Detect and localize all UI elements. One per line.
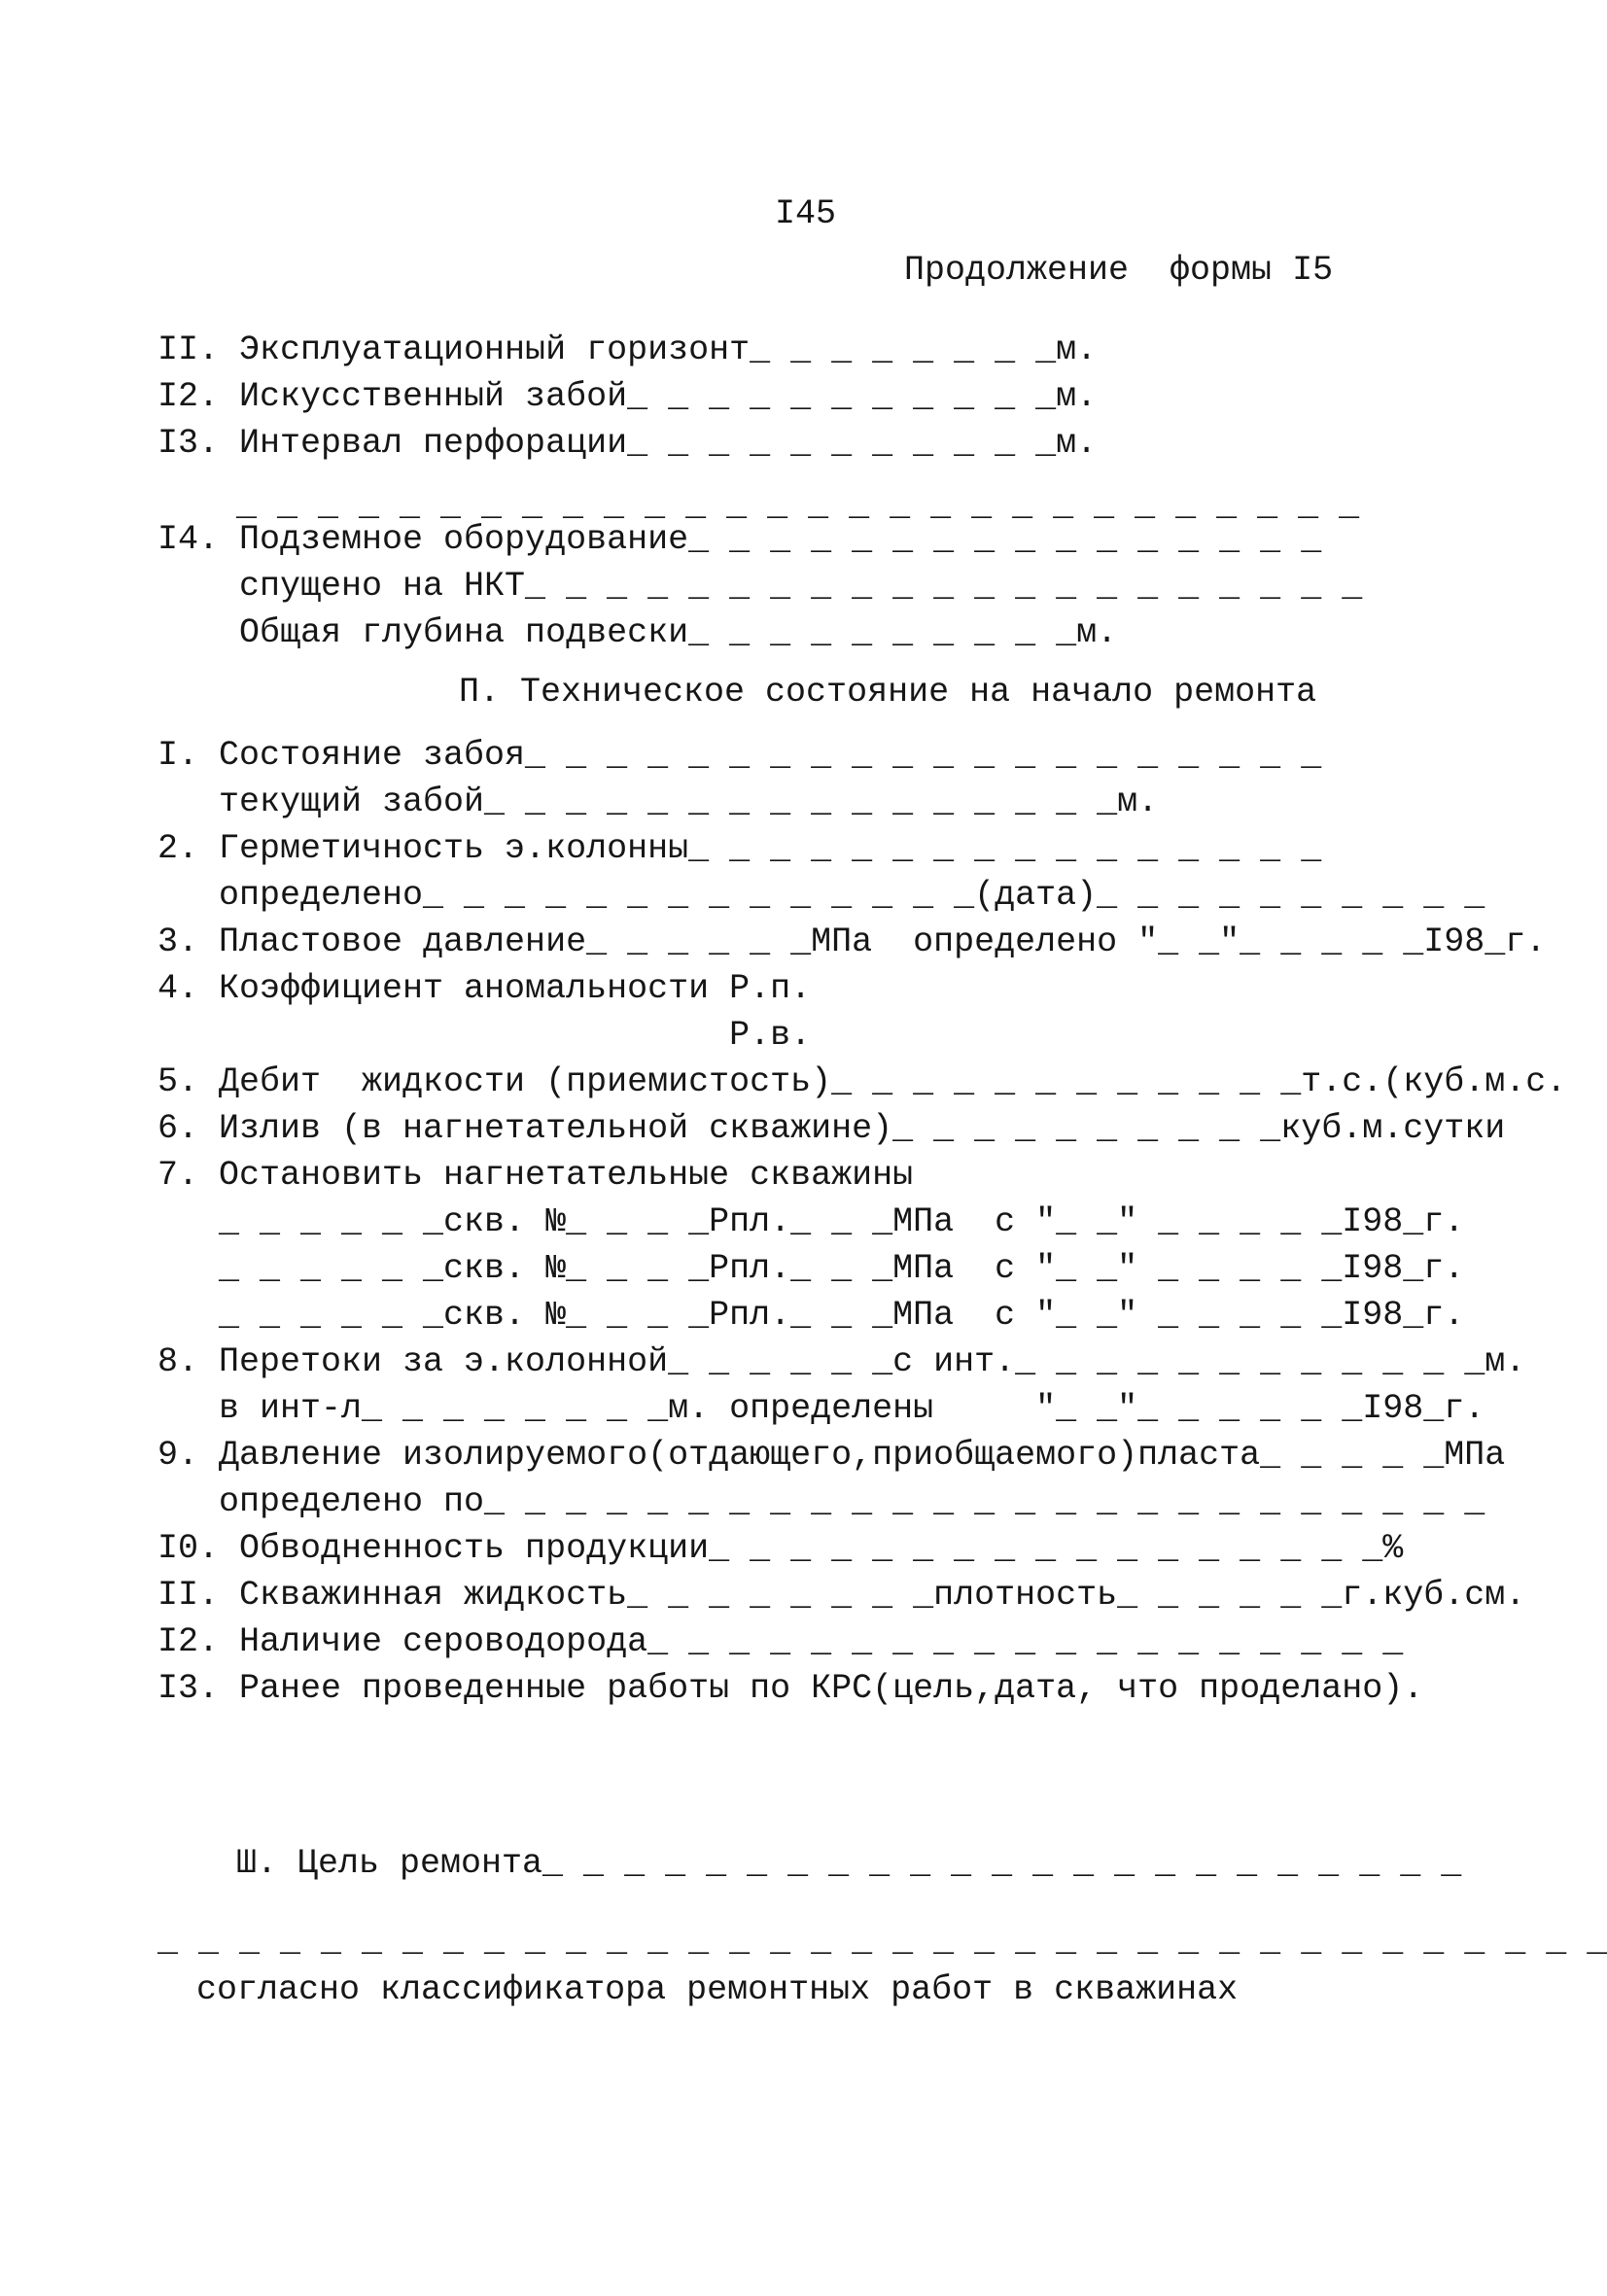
field-tightness-determined: определено_ _ _ _ _ _ _ _ _ _ _ _ _ _(дата)_ _ _ _ _ _ _ _ _ _ <box>157 876 1485 915</box>
field-pressure-determined-by: определено по_ _ _ _ _ _ _ _ _ _ _ _ _ _ _ _ _ _ _ _ _ _ _ _ _ <box>157 1482 1485 1521</box>
field-previous-workover: I3. Ранее проведенные работы по КРС(цель,дата, что проделано). <box>157 1669 1424 1708</box>
field-artificial-bottom: I2. Искусственный забой_ _ _ _ _ _ _ _ _ _ _м. <box>157 377 1098 416</box>
field-exploitation-horizon: II. Эксплуатационный горизонт_ _ _ _ _ _ _ _м. <box>157 330 1098 369</box>
field-injection-well-row: _ _ _ _ _ _скв. №_ _ _ _Рпл._ _ _МПа с "_ _" _ _ _ _ _I98_г. <box>157 1202 1465 1241</box>
field-underground-equipment: I4. Подземное оборудование_ _ _ _ _ _ _ _ _ _ _ _ _ _ _ _ <box>157 520 1322 559</box>
section-2-title: П. Техническое состояние на начало ремонта <box>459 673 1317 712</box>
blank-dash-line: _ _ _ _ _ _ _ _ _ _ _ _ _ _ _ _ _ _ _ _ _ _ _ _ _ _ _ _ <box>236 486 1360 525</box>
field-anomaly-coefficient: 4. Коэффициент аномальности Р.п. <box>157 969 812 1008</box>
field-water-cut: I0. Обводненность продукции_ _ _ _ _ _ _ _ _ _ _ _ _ _ _ _ _% <box>157 1529 1404 1568</box>
field-casing-tightness: 2. Герметичность э.колонны_ _ _ _ _ _ _ _ _ _ _ _ _ _ _ _ <box>157 829 1322 868</box>
section-3-blank-line: _ _ _ _ _ _ _ _ _ _ _ _ _ _ _ _ _ _ _ _ _ _ _ _ _ _ _ _ _ _ _ _ _ _ _ _ <box>157 1922 1607 1961</box>
field-anomaly-denominator: Р.в. <box>157 1016 812 1055</box>
field-isolated-layer-pressure: 9. Давление изолируемого(отдающего,приобщаемого)пласта_ _ _ _ _МПа <box>157 1436 1506 1475</box>
field-injection-well-row: _ _ _ _ _ _скв. №_ _ _ _Рпл._ _ _МПа с "_ _" _ _ _ _ _I98_г. <box>157 1296 1465 1335</box>
field-suspension-depth: Общая глубина подвески_ _ _ _ _ _ _ _ _ _м. <box>157 613 1118 652</box>
field-outflow: 6. Излив (в нагнетательной скважине)_ _ _ _ _ _ _ _ _ _куб.м.сутки <box>157 1109 1506 1148</box>
field-current-bottom: текущий забой_ _ _ _ _ _ _ _ _ _ _ _ _ _ _ _м. <box>157 783 1159 821</box>
section-3-note: согласно классификатора ремонтных работ в скважинах <box>196 1970 1239 2009</box>
page-number: I45 <box>775 194 837 233</box>
field-liquid-flow-rate: 5. Дебит жидкости (приемистость)_ _ _ _ _ _ _ _ _ _ _ _т.с.(куб.м.с. <box>157 1062 1567 1101</box>
field-hydrogen-sulfide: I2. Наличие сероводорода_ _ _ _ _ _ _ _ _ _ _ _ _ _ _ _ _ _ _ <box>157 1622 1404 1661</box>
field-injection-well-row: _ _ _ _ _ _скв. №_ _ _ _Рпл._ _ _МПа с "_ _" _ _ _ _ _I98_г. <box>157 1249 1465 1288</box>
field-cross-flows: 8. Перетоки за э.колонной_ _ _ _ _ _с инт._ _ _ _ _ _ _ _ _ _ _ _м. <box>157 1342 1526 1381</box>
field-reservoir-pressure: 3. Пластовое давление_ _ _ _ _ _МПа определено "_ _"_ _ _ _ _I98_г. <box>157 922 1547 961</box>
section-3-title: Ш. Цель ремонта_ _ _ _ _ _ _ _ _ _ _ _ _ _ _ _ _ _ _ _ _ _ _ <box>236 1844 1462 1883</box>
field-well-fluid: II. Скважинная жидкость_ _ _ _ _ _ _ _плотность_ _ _ _ _ _г.куб.см. <box>157 1576 1526 1615</box>
field-bottom-condition: I. Состояние забоя_ _ _ _ _ _ _ _ _ _ _ _ _ _ _ _ _ _ _ _ <box>157 736 1322 775</box>
field-stop-injection-wells: 7. Остановить нагнетательные скважины <box>157 1156 914 1195</box>
field-perforation-interval: I3. Интервал перфорации_ _ _ _ _ _ _ _ _ _ _м. <box>157 424 1098 463</box>
field-lowered-on-tubing: спущено на НКТ_ _ _ _ _ _ _ _ _ _ _ _ _ _ _ _ _ _ _ _ _ <box>157 567 1363 606</box>
field-cross-flows-interval: в инт-л_ _ _ _ _ _ _ _м. определены "_ _"_ _ _ _ _ _I98_г. <box>157 1389 1485 1428</box>
form-continuation-label: Продолжение формы I5 <box>904 251 1334 290</box>
